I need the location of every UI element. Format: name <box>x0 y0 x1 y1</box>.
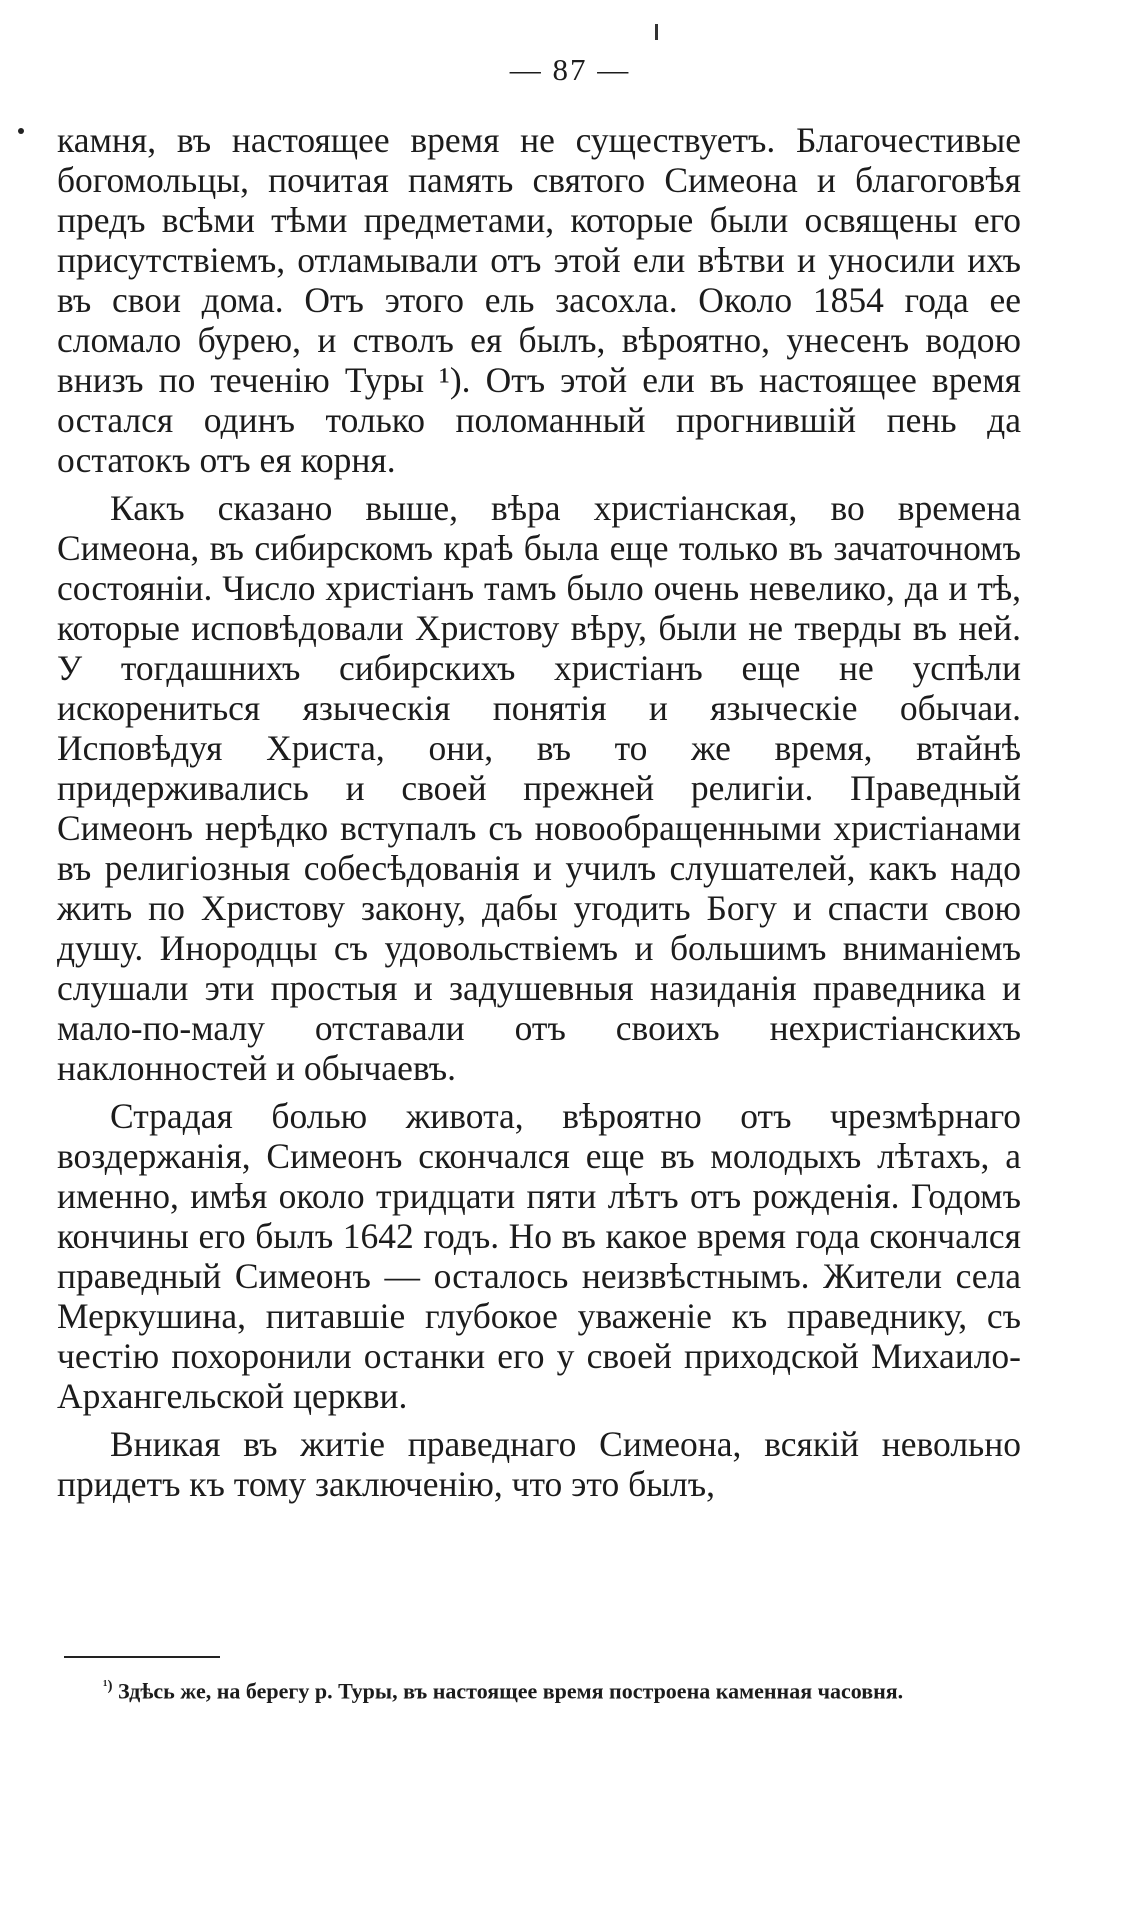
margin-dot <box>18 128 24 134</box>
paragraph-2: Какъ сказано выше, вѣра христіанская, во времена Симеона, въ сибирскомъ краѣ была еще только въ зачаточномъ состояніи. Число христіанъ тамъ было очень невелико, да и тѣ, которые исповѣдовали Христову вѣру, были не тверды въ ней. У тогдашнихъ сибирскихъ христіанъ еще не успѣли искорениться языческія понятія и языческіе обычаи. Исповѣдуя Христа, они, въ то же время, втайнѣ придерживались и своей прежней религіи. Праведный Симеонъ нерѣдко вступалъ съ новообращенными христіанами въ религіозныя собесѣдованія и училъ слушателей, какъ надо жить по Христову закону, дабы угодить Богу и спасти свою душу. Инородцы съ удовольствіемъ и большимъ вниманіемъ слушали эти простыя и задушевныя назиданія праведника и мало-по-малу отставали отъ своихъ нехристіанскихъ наклонностей и обычаевъ. <box>57 488 1021 1088</box>
paragraph-4: Вникая въ житіе праведнаго Симеона, всякій невольно придетъ къ тому заключенію, что это былъ, <box>57 1424 1021 1504</box>
page-mark <box>655 24 658 40</box>
footnote-text: Здѣсь же, на берегу р. Туры, въ настоящее время построена каменная часовня. <box>118 1678 904 1704</box>
footnote <box>57 1670 1021 1707</box>
footnote-marker: ¹) <box>103 1678 113 1694</box>
paragraph-3: Страдая болью живота, вѣроятно отъ чрезмѣрнаго воздержанія, Симеонъ скончался еще въ молодыхъ лѣтахъ, а именно, имѣя около тридцати пяти лѣтъ отъ рожденія. Годомъ кончины его былъ 1642 годъ. Но въ какое время года скончался праведный Симеонъ — осталось неизвѣстнымъ. Жители села Меркушина, питавшіе глубокое уваженіе къ праведнику, съ честію похоронили останки его у своей приходской Михаило-Архангельской церкви. <box>57 1096 1021 1416</box>
page-number: — 87 — <box>509 52 631 87</box>
footnote-divider <box>64 1656 220 1658</box>
main-text <box>57 120 1021 1512</box>
paragraph-1: камня, въ настоящее время не существуетъ. Благочестивые богомольцы, почитая память святого Симеона и благоговѣя предъ всѣми тѣми предметами, которые были освящены его присутствіемъ, отламывали отъ этой ели вѣтви и уносили ихъ въ свои дома. Отъ этого ель засохла. Около 1854 года ее сломало бурею, и стволъ ея былъ, вѣроятно, унесенъ водою внизъ по теченію Туры ¹). Отъ этой ели въ настоящее время остался одинъ только поломанный прогнившій пень да остатокъ отъ ея корня. <box>57 120 1021 480</box>
